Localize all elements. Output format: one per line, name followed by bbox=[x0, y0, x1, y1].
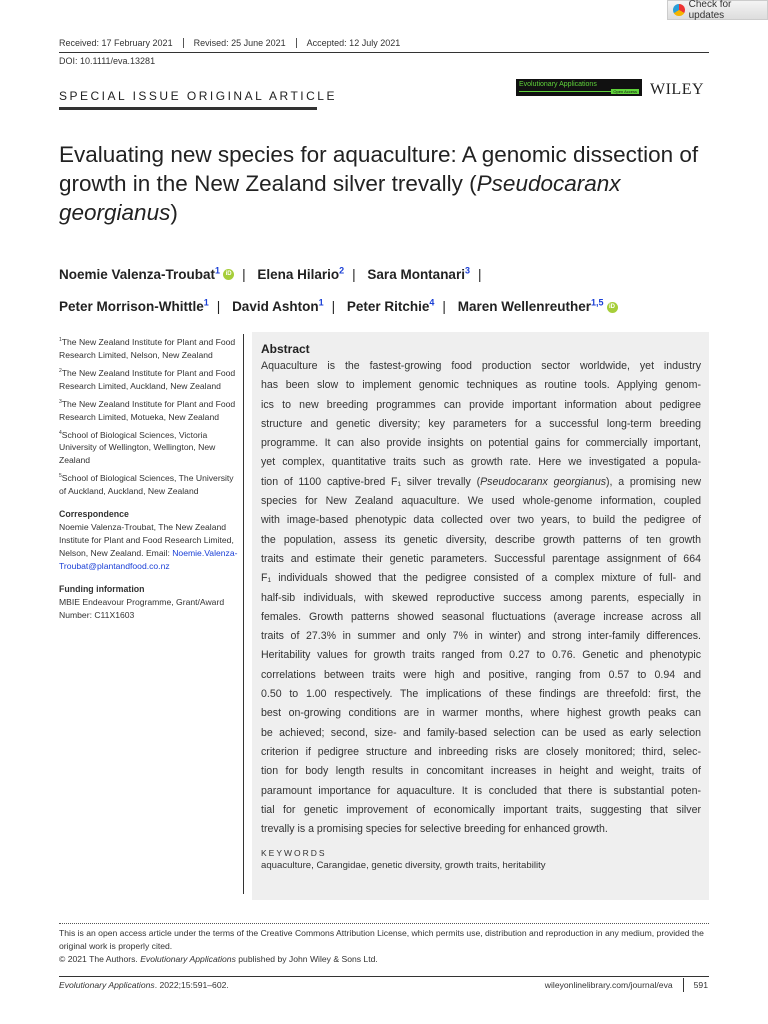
abstract-line: F₁ individuals showed that the pedigree consisted of a complex mixture of full- and bbox=[261, 572, 701, 585]
affiliation: $^2$The New Zealand Institute for Plant and Food Research Limited, Auckland, New Zealand bbox=[59, 367, 236, 391]
journal-logo: Evolutionary Applications Open Access bbox=[516, 79, 642, 96]
author[interactable]: Noemie Valenza-Troubat$^1$ bbox=[59, 265, 221, 282]
affiliation: $^5$School of Biological Sciences, The University of Auckland, Auckland, New Zealand bbox=[59, 473, 234, 497]
author-list: Noemie Valenza-Troubat$^1$ iD | Elena Hilario$^2$ | Sara Montanari$^3$ | Peter Morrison-Whittle$^1$ | David Ashton$^1$ | Peter Ritchie$^4$ | Maren Wellenreuther$^{1,5}$ iD bbox=[59, 256, 719, 321]
doi[interactable]: DOI: 10.1111/eva.13281 bbox=[59, 56, 156, 66]
abstract-line: ics to new breeding programmes can provide important information about pedigree bbox=[261, 398, 701, 411]
article-dates: Received: 17 February 2021 Revised: 25 June 2021 Accepted: 12 July 2021 bbox=[59, 38, 410, 48]
funding-text: MBIE Endeavour Programme, Grant/Award Number: C11X1603 bbox=[59, 597, 225, 621]
abstract-line: be achieved; second, size- and family-based selection can be used as early selection bbox=[261, 726, 701, 739]
abstract-line: tion of 1100 captive-bred F₁ silver trevally (Pseudocaranx georgianus), a promising new bbox=[261, 475, 701, 488]
funding-heading: Funding information bbox=[59, 584, 145, 595]
affiliations-column bbox=[59, 334, 241, 622]
abstract-line: tial for genetic improvement of economically important traits, suggesting that silver bbox=[261, 803, 701, 816]
abstract-line: the population, assess its genetic diversity, describe growth patterns of ten growth bbox=[261, 533, 701, 546]
page-number: 591 bbox=[683, 978, 708, 992]
article-title: Evaluating new species for aquaculture: A genomic dissection of growth in the New Zealand silver trevally (Pseudocaranx georgianus) bbox=[59, 142, 699, 225]
correspondence-text: Noemie Valenza-Troubat, The New Zealand Institute for Plant and Food Research Limited, Nelson, New Zealand. Email: Noemie.Valenza-Troubat@plantandfood.co.nz bbox=[59, 522, 238, 572]
abstract-line: has been slow to implement genomic techniques as routine tools. Applying genom- bbox=[261, 379, 701, 392]
abstract-line: species for New Zealand aquaculture. We used whole-genome information, coupled bbox=[261, 495, 701, 508]
author[interactable]: Elena Hilario$^2$ bbox=[257, 265, 345, 282]
author[interactable]: Sara Montanari$^3$ bbox=[367, 265, 470, 282]
keywords: aquaculture, Carangidae, genetic diversity, growth traits, heritability bbox=[261, 860, 546, 872]
author[interactable]: Peter Morrison-Whittle$^1$ bbox=[59, 297, 209, 314]
crossmark-icon bbox=[673, 4, 685, 16]
section-label: SPECIAL ISSUE ORIGINAL ARTICLE bbox=[59, 89, 337, 103]
divider bbox=[59, 52, 709, 53]
author[interactable]: David Ashton$^1$ bbox=[232, 297, 324, 314]
correspondence-heading: Correspondence bbox=[59, 509, 129, 520]
abstract-line: females. Growth patterns showed seasonal fluctuations (average increase across all bbox=[261, 610, 701, 623]
author[interactable]: Maren Wellenreuther$^{1,5}$ bbox=[457, 297, 604, 314]
abstract-line: best on-growing conditions are in warmer months, where highest growth peaks can bbox=[261, 707, 701, 720]
affiliation: $^1$The New Zealand Institute for Plant and Food Research Limited, Nelson, New Zealand bbox=[59, 336, 236, 360]
affiliation: $^3$The New Zealand Institute for Plant and Food Research Limited, Motueka, New Zealand bbox=[59, 398, 236, 422]
abstract-line: tion for body length results in concomitant increases in height and weight, traits of bbox=[261, 765, 701, 778]
abstract-text bbox=[261, 357, 701, 839]
divider bbox=[59, 923, 709, 924]
abstract-line: programme. It can also provide insights on potential gains for commercially important, bbox=[261, 437, 701, 450]
column-divider bbox=[243, 334, 244, 894]
abstract-line: trevally is a promising species for selective breeding for enhanced growth. bbox=[261, 823, 608, 836]
footer-right bbox=[545, 978, 708, 992]
abstract-line: criterion if pedigree structure and inbreeding risks are closely monitored; third, selec- bbox=[261, 745, 701, 758]
abstract-line: paramount importance for aquaculture. It is concluded that there is substantial poten- bbox=[261, 784, 701, 797]
abstract-line: Aquaculture is the fastest-growing food production sector worldwide, yet industry bbox=[261, 360, 701, 372]
abstract-line: correlations between traits were high and positive, ranging from 0.57 to 0.94 and bbox=[261, 668, 701, 681]
keywords-heading: KEYWORDS bbox=[261, 848, 327, 859]
abstract-line: traits of 27.3% in summer and only 7% in winter) and strong inter-family differences. bbox=[261, 630, 701, 643]
abstract-line: with image-based phenotypic data collected over two years, to build the pedigree of bbox=[261, 514, 701, 527]
divider bbox=[59, 107, 317, 110]
journal-url[interactable]: wileyonlinelibrary.com/journal/eva bbox=[544, 980, 673, 990]
abstract-box bbox=[252, 332, 709, 900]
abstract-line: structure and genetic diversity; key parameters for a successful long-term breeding bbox=[261, 417, 701, 430]
abstract-line: Heritability values for growth traits ranged from 0.27 to 0.76. Genetic and phenotypic bbox=[261, 649, 701, 662]
abstract-line: yet complex, quantitative traits such as growth rate. Here we investigated a popula- bbox=[261, 456, 701, 469]
license-notice: This is an open access article under the terms of the Creative Commons Attribution License, which permits use, distribution and reproduction in any medium, provided the original work is properly cited. © 2021 The Authors. Evolutionary Applications published by John Wiley & Sons Ltd. bbox=[59, 928, 704, 964]
abstract-heading: Abstract bbox=[261, 342, 310, 356]
affiliation: $^4$School of Biological Sciences, Victoria University of Wellington, Wellington, New Zealand bbox=[59, 429, 216, 466]
author[interactable]: Peter Ritchie$^4$ bbox=[346, 297, 435, 314]
email-link[interactable]: Noemie.Valenza-Troubat@plantandfood.co.nz bbox=[59, 548, 238, 572]
divider bbox=[59, 976, 709, 977]
publisher-logo: WILEY bbox=[650, 81, 705, 98]
abstract-line: 0.50 to 1.00 respectively. The implications of these findings are threefold: first, the bbox=[261, 688, 701, 701]
orcid-icon[interactable]: iD bbox=[607, 302, 618, 313]
abstract-line: half-sib individuals, with skewed reproductive success among parents, especially in bbox=[261, 591, 701, 604]
abstract-line: traits and estimate their genetic parameters. Successful parentage assignment of 664 bbox=[261, 552, 701, 565]
orcid-icon[interactable]: iD bbox=[223, 269, 234, 280]
check-for-updates-button[interactable]: Check for updates bbox=[667, 0, 768, 20]
footer-citation: Evolutionary Applications. 2022;15:591–602. bbox=[59, 980, 229, 990]
